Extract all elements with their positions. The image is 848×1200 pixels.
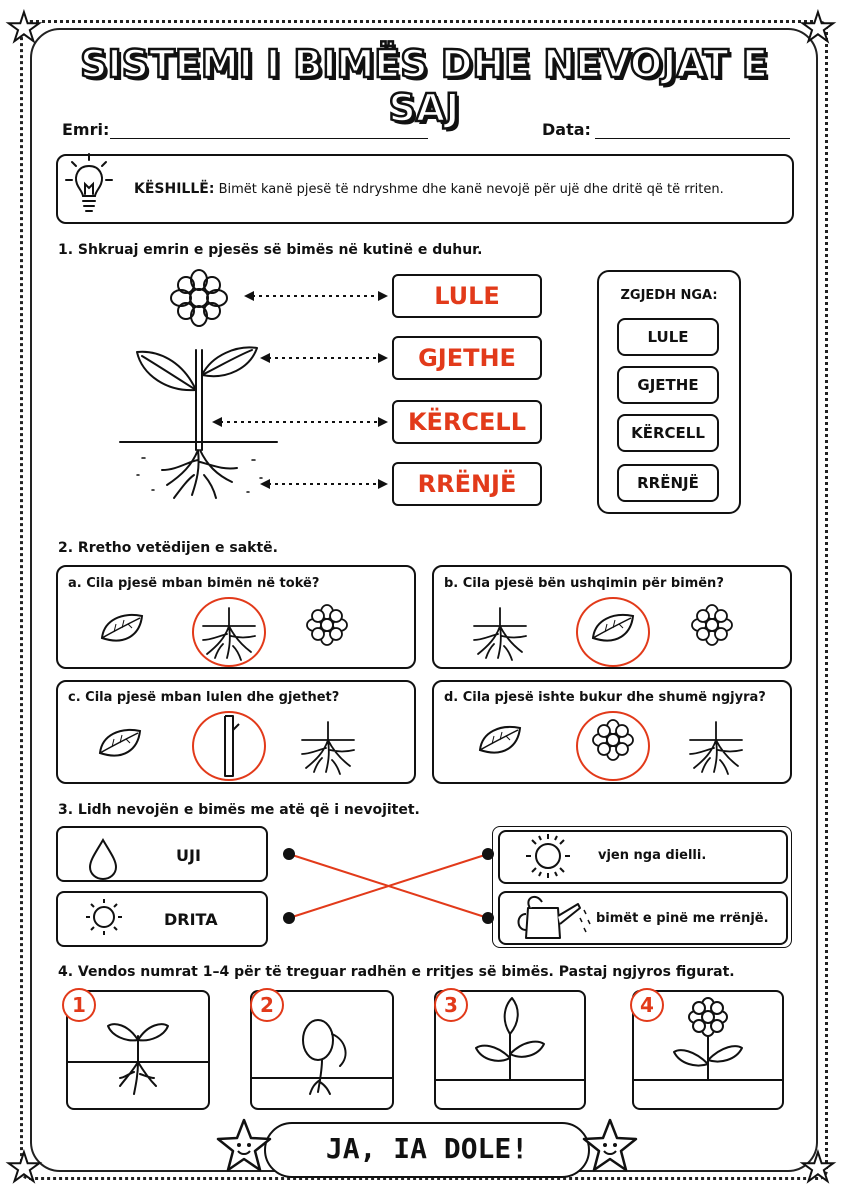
young-plant-icon [476, 998, 544, 1080]
star-icon: ★ [6, 5, 42, 51]
word-bank-item[interactable]: KËRCELL [617, 414, 719, 452]
seed-sprout-icon [303, 1020, 346, 1094]
question-c-text: c. Cila pjesë mban lulen dhe gjethet? [68, 690, 340, 705]
q2-prompt: 2. Rretho vetëdijen e saktë. [58, 540, 278, 556]
stage-number-2[interactable]: 2 [250, 988, 284, 1022]
need-label-light: DRITA [164, 910, 218, 929]
word-bank-item[interactable]: RRËNJË [617, 464, 719, 502]
page-title: SISTEMI I BIMËS DHE NEVOJAT E SAJ [80, 42, 768, 130]
q1-prompt: 1. Shkruaj emrin e pjesës së bimës në kutinë e duhur. [58, 242, 483, 258]
stage-number-1[interactable]: 1 [62, 988, 96, 1022]
q3-prompt: 3. Lidh nevojën e bimës me atë që i nevojitet. [58, 802, 420, 818]
q4-prompt: 4. Vendos numrat 1–4 për të treguar radhën e rritjes së bimës. Pastaj ngjyros figurat. [58, 964, 735, 980]
word-bank-item[interactable]: GJETHE [617, 366, 719, 404]
question-a-text: a. Cila pjesë mban bimën në tokë? [68, 576, 320, 591]
match-label-roots: bimët e pinë me rrënjë. [596, 911, 769, 926]
need-label-water: UJI [176, 846, 201, 865]
stage-number-4[interactable]: 4 [630, 988, 664, 1022]
star-icon: ★ [800, 1145, 836, 1191]
question-d-text: d. Cila pjesë ishte bukur dhe shumë ngjyra? [444, 690, 766, 705]
answer-box-flower[interactable]: LULE [392, 274, 542, 318]
word-bank-title: ZGJEDH NGA: [620, 288, 718, 303]
star-icon: ★ [800, 5, 836, 51]
stage-number-3[interactable]: 3 [434, 988, 468, 1022]
smiling-star-icon [214, 1116, 274, 1180]
answer-box-stem[interactable]: KËRCELL [392, 400, 542, 444]
name-label: Emri: [62, 120, 110, 139]
answer-box-roots[interactable]: RRËNJË [392, 462, 542, 506]
tip-label: KËSHILLË: [134, 181, 215, 197]
answer-box-leaves[interactable]: GJETHE [392, 336, 542, 380]
star-icon: ★ [6, 1145, 42, 1191]
match-label-sun: vjen nga dielli. [598, 848, 707, 863]
tip-body: Bimët kanë pjesë të ndryshme dhe kanë nevojë për ujë dhe dritë që të rriten. [218, 182, 724, 197]
flowering-plant-icon [674, 998, 742, 1080]
word-bank-item[interactable]: LULE [617, 318, 719, 356]
footer-text: JA, IA DOLE! [325, 1132, 529, 1165]
question-b-text: b. Cila pjesë bën ushqimin për bimën? [444, 576, 724, 591]
seedling-icon [108, 1024, 168, 1094]
date-label: Data: [542, 120, 591, 139]
smiling-star-icon [580, 1116, 640, 1180]
